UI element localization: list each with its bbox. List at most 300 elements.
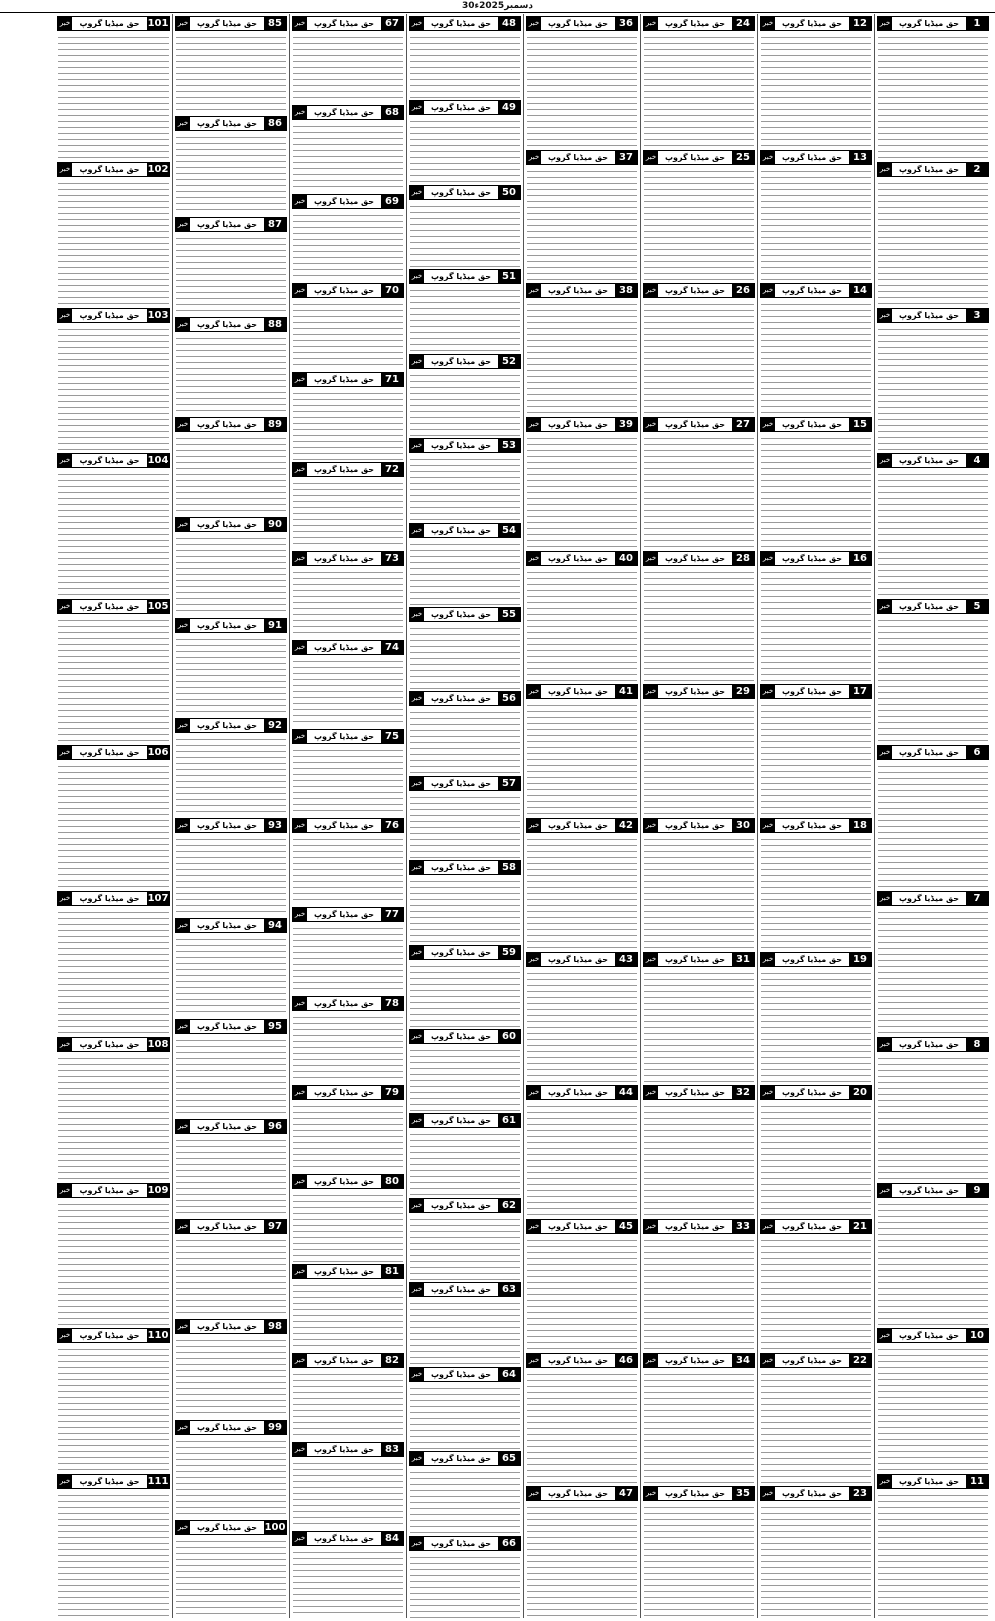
news-item-header [643, 1486, 755, 1501]
news-item-text-block [644, 835, 754, 950]
news-item [760, 549, 872, 683]
news-item-number: 66 [498, 1537, 520, 1550]
news-item-number: 54 [498, 524, 520, 537]
news-item-text-block [761, 1370, 871, 1485]
news-item-number: 22 [849, 1354, 871, 1367]
news-item-tag: خبر [410, 1537, 424, 1550]
news-item [526, 950, 638, 1084]
news-item-text-block [410, 286, 520, 351]
news-item-number: 82 [381, 1354, 403, 1367]
news-item-header [292, 1353, 404, 1368]
news-item-header [57, 453, 170, 468]
news-item-source-label: حق میڈیا گروپ [424, 101, 498, 114]
news-item-header [526, 150, 638, 165]
news-item-text-block [527, 969, 637, 1084]
news-item [760, 148, 872, 282]
news-item-header [57, 1183, 170, 1198]
news-item-number: 83 [381, 1443, 403, 1456]
news-item [175, 1418, 287, 1518]
news-item-source-label: حق میڈیا گروپ [892, 1184, 966, 1197]
news-item-header [57, 599, 170, 614]
news-item-source-label: حق میڈیا گروپ [775, 1220, 849, 1233]
news-item-text-block [293, 1281, 403, 1351]
news-item-tag: خبر [58, 1475, 72, 1488]
news-item-number: 97 [264, 1220, 286, 1233]
news-item-text-block [176, 1537, 286, 1618]
news-item-number: 32 [732, 1086, 754, 1099]
news-item-text-block [878, 1345, 988, 1472]
news-item-tag: خبر [176, 1320, 190, 1333]
news-item-tag: خبر [176, 418, 190, 431]
news-item [643, 415, 755, 549]
news-item-source-label: حق میڈیا گروپ [190, 719, 264, 732]
news-item [409, 1111, 521, 1195]
news-item-text-block [878, 470, 988, 597]
news-item-source-label: حق میڈیا گروپ [775, 953, 849, 966]
news-item-header [175, 116, 287, 131]
news-item [57, 451, 170, 597]
news-item-header [760, 684, 872, 699]
news-item-number: 109 [147, 1184, 169, 1196]
news-item-header [292, 996, 404, 1011]
news-item-number: 14 [849, 284, 871, 297]
news-item [57, 597, 170, 743]
news-item-header [409, 1113, 521, 1128]
news-item-tag: خبر [761, 1086, 775, 1099]
news-item-source-label: حق میڈیا گروپ [424, 17, 498, 30]
news-item-text-block [878, 616, 988, 743]
news-item-number: 38 [615, 284, 637, 297]
news-item-tag: خبر [293, 997, 307, 1010]
news-item [877, 14, 989, 160]
news-item-number: 33 [732, 1220, 754, 1233]
news-item-number: 74 [381, 641, 403, 654]
news-item-text-block [293, 1548, 403, 1618]
news-item [175, 1217, 287, 1317]
news-item-tag: خبر [293, 1443, 307, 1456]
news-item [877, 1326, 989, 1472]
news-item-header [877, 308, 989, 323]
news-item-source-label: حق میڈیا گروپ [892, 1038, 966, 1051]
news-item-text-block [410, 540, 520, 605]
news-item-text-block [176, 735, 286, 816]
news-item [175, 816, 287, 916]
news-item-text-block [878, 908, 988, 1035]
news-item [292, 14, 404, 103]
news-item-source-label: حق میڈیا گروپ [775, 17, 849, 30]
news-item-text-block [761, 835, 871, 950]
news-item-source-label: حق میڈیا گروپ [775, 1354, 849, 1367]
news-item-source-label: حق میڈیا گروپ [307, 1265, 381, 1278]
news-item-source-label: حق میڈیا گروپ [775, 685, 849, 698]
news-item [175, 1017, 287, 1117]
news-item-tag: خبر [644, 552, 658, 565]
news-item-header [292, 1531, 404, 1546]
news-item-tag: خبر [176, 619, 190, 632]
news-item-source-label: حق میڈیا گروپ [307, 908, 381, 921]
news-item [175, 515, 287, 615]
news-item-header [292, 818, 404, 833]
news-item-number: 9 [966, 1184, 988, 1197]
news-item-source-label: حق میڈیا گروپ [892, 309, 966, 322]
news-item-header [643, 551, 755, 566]
news-item-tag: خبر [644, 685, 658, 698]
news-item-tag: خبر [527, 284, 541, 297]
news-item [526, 549, 638, 683]
news-item-text-block [293, 657, 403, 727]
news-column [523, 14, 640, 1618]
news-item [175, 315, 287, 415]
news-item-text-block [761, 300, 871, 415]
news-item-header [526, 952, 638, 967]
news-item-header [760, 1219, 872, 1234]
news-columns [4, 14, 991, 1618]
news-item-source-label: حق میڈیا گروپ [307, 552, 381, 565]
news-item-source-label: حق میڈیا گروپ [72, 17, 147, 30]
news-item-text-block [644, 1236, 754, 1351]
news-item-source-label: حق میڈیا گروپ [424, 608, 498, 621]
news-item-text-block [410, 202, 520, 267]
news-item [175, 1317, 287, 1417]
news-item-number: 94 [264, 919, 286, 932]
news-item-number: 44 [615, 1086, 637, 1099]
date-header: 30دسمبر2025ء [0, 0, 995, 13]
news-item-text-block [176, 133, 286, 214]
news-item-tag: خبر [176, 117, 190, 130]
news-item-text-block [644, 1503, 754, 1618]
news-item-source-label: حق میڈیا گروپ [190, 919, 264, 932]
news-item-header [175, 618, 287, 633]
news-item [57, 889, 170, 1035]
news-column [406, 14, 523, 1618]
news-item [292, 281, 404, 370]
news-item-source-label: حق میڈیا گروپ [307, 373, 381, 386]
news-item-header [760, 150, 872, 165]
news-item-source-label: حق میڈیا گروپ [658, 1487, 732, 1500]
news-item-source-label: حق میڈیا گروپ [424, 1452, 498, 1465]
news-item-tag: خبر [293, 463, 307, 476]
news-column [172, 14, 289, 1618]
news-item-header [409, 100, 521, 115]
news-item-source-label: حق میڈیا گروپ [541, 1220, 615, 1233]
news-item-number: 4 [966, 454, 988, 467]
news-item-text-block [176, 1336, 286, 1417]
news-item-source-label: حق میڈیا گروپ [424, 439, 498, 452]
news-item-number: 48 [498, 17, 520, 30]
news-item-number: 29 [732, 685, 754, 698]
news-item-number: 70 [381, 284, 403, 297]
news-item-text-block [410, 1553, 520, 1618]
news-item-tag: خبر [644, 284, 658, 297]
news-item-number: 34 [732, 1354, 754, 1367]
news-item [526, 14, 638, 148]
news-item-number: 28 [732, 552, 754, 565]
news-item-tag: خبر [761, 284, 775, 297]
news-item-text-block [58, 325, 169, 452]
news-item-text-block [878, 1491, 988, 1618]
news-item-tag: خبر [176, 1220, 190, 1233]
news-item-header [643, 1353, 755, 1368]
news-item-tag: خبر [58, 746, 72, 759]
news-item-tag: خبر [410, 861, 424, 874]
news-item-number: 17 [849, 685, 871, 698]
news-item-tag: خبر [761, 17, 775, 30]
news-item-tag: خبر [58, 1184, 72, 1197]
news-item-number: 16 [849, 552, 871, 565]
news-item [877, 1181, 989, 1327]
news-item-number: 99 [264, 1421, 286, 1434]
news-item-tag: خبر [58, 454, 72, 467]
news-item-text-block [176, 935, 286, 1016]
news-item-header [760, 1085, 872, 1100]
news-item-header [877, 453, 989, 468]
news-item-source-label: حق میڈیا گروپ [307, 106, 381, 119]
news-item-tag: خبر [410, 524, 424, 537]
news-item [409, 1280, 521, 1364]
news-item-header [409, 354, 521, 369]
news-item [526, 281, 638, 415]
news-item-tag: خبر [293, 552, 307, 565]
news-item [877, 889, 989, 1035]
news-item-tag: خبر [410, 1368, 424, 1381]
news-item-text-block [644, 1102, 754, 1217]
news-item-header [409, 1451, 521, 1466]
news-item-header [409, 945, 521, 960]
news-item [643, 148, 755, 282]
news-item [643, 1351, 755, 1485]
news-item-number: 27 [732, 418, 754, 431]
news-item [409, 774, 521, 858]
news-item-number: 36 [615, 17, 637, 30]
news-item-source-label: حق میڈیا گروپ [190, 318, 264, 331]
news-item-tag: خبر [293, 730, 307, 743]
news-item-text-block [410, 371, 520, 436]
news-item-source-label: حق میڈیا گروپ [190, 1521, 264, 1534]
news-item-text-block [410, 117, 520, 182]
news-item-text-block [176, 33, 286, 114]
news-item-tag: خبر [527, 1220, 541, 1233]
news-item-source-label: حق میڈیا گروپ [72, 892, 147, 905]
news-item [760, 1351, 872, 1485]
news-item-number: 37 [615, 151, 637, 164]
news-item-text-block [293, 835, 403, 905]
news-item-source-label: حق میڈیا گروپ [658, 1086, 732, 1099]
news-item-source-label: حق میڈیا گروپ [424, 1199, 498, 1212]
news-item-text-block [293, 1370, 403, 1440]
news-item-tag: خبر [410, 608, 424, 621]
news-item [760, 1484, 872, 1618]
news-item-number: 53 [498, 439, 520, 452]
news-item-header [643, 16, 755, 31]
news-item-source-label: حق میڈیا گروپ [424, 1283, 498, 1296]
news-item-tag: خبر [527, 953, 541, 966]
news-item-text-block [176, 534, 286, 615]
news-item-number: 77 [381, 908, 403, 921]
news-item-tag: خبر [410, 186, 424, 199]
news-item-text-block [410, 1215, 520, 1280]
news-item-number: 56 [498, 692, 520, 705]
news-item-source-label: حق میڈیا گروپ [892, 1329, 966, 1342]
news-item-text-block [293, 33, 403, 103]
news-item-number: 76 [381, 819, 403, 832]
news-item-tag: خبر [644, 819, 658, 832]
news-item-tag: خبر [58, 1329, 72, 1342]
news-item-number: 5 [966, 600, 988, 613]
news-item [643, 1484, 755, 1618]
news-item-number: 12 [849, 17, 871, 30]
news-item [526, 1083, 638, 1217]
news-item-text-block [878, 1200, 988, 1327]
news-item [175, 215, 287, 315]
news-item-tag: خبر [410, 439, 424, 452]
news-item-header [292, 1085, 404, 1100]
news-item-source-label: حق میڈیا گروپ [541, 552, 615, 565]
news-item-number: 7 [966, 892, 988, 905]
news-item-tag: خبر [410, 1030, 424, 1043]
news-item-tag: خبر [410, 946, 424, 959]
news-item-text-block [293, 1459, 403, 1529]
news-item-tag: خبر [644, 1086, 658, 1099]
news-item-text-block [176, 334, 286, 415]
news-item-header [643, 1085, 755, 1100]
news-item-number: 111 [147, 1476, 169, 1488]
news-item-tag: خبر [58, 1038, 72, 1051]
news-item-tag: خبر [761, 418, 775, 431]
news-item-header [292, 551, 404, 566]
news-item-header [643, 150, 755, 165]
news-item-tag: خبر [410, 1199, 424, 1212]
news-item-header [526, 417, 638, 432]
news-item-source-label: حق میڈیا گروپ [190, 1120, 264, 1133]
news-item-header [57, 1037, 170, 1052]
news-item-tag: خبر [176, 17, 190, 30]
news-item-number: 84 [381, 1532, 403, 1545]
news-item [57, 1326, 170, 1472]
news-item-text-block [644, 434, 754, 549]
news-item-tag: خبر [410, 101, 424, 114]
news-item-source-label: حق میڈیا گروپ [892, 454, 966, 467]
news-item-source-label: حق میڈیا گروپ [658, 1354, 732, 1367]
news-item [57, 14, 170, 160]
news-item [760, 1217, 872, 1351]
news-item [292, 1172, 404, 1261]
news-item-tag: خبر [293, 1532, 307, 1545]
news-item-header [526, 1085, 638, 1100]
news-item [292, 370, 404, 459]
news-item-tag: خبر [176, 919, 190, 932]
news-item-number: 8 [966, 1038, 988, 1051]
news-item-header [57, 1328, 170, 1343]
news-item-source-label: حق میڈیا گروپ [307, 195, 381, 208]
news-item [526, 816, 638, 950]
news-item-number: 39 [615, 418, 637, 431]
news-item-text-block [527, 1370, 637, 1485]
news-item-number: 89 [264, 418, 286, 431]
news-item-tag: خبر [58, 892, 72, 905]
news-item-header [526, 551, 638, 566]
news-item [760, 415, 872, 549]
news-item-source-label: حق میڈیا گروپ [775, 284, 849, 297]
news-item-number: 71 [381, 373, 403, 386]
news-item-header [57, 308, 170, 323]
news-item-source-label: حق میڈیا گروپ [424, 946, 498, 959]
news-item-header [877, 1474, 989, 1489]
news-item [877, 743, 989, 889]
news-item-header [292, 729, 404, 744]
news-item-header [57, 745, 170, 760]
news-item-tag: خبر [527, 1354, 541, 1367]
news-item-source-label: حق میڈیا گروپ [658, 953, 732, 966]
news-item-text-block [176, 1437, 286, 1518]
news-item [877, 160, 989, 306]
news-item [292, 103, 404, 192]
news-item-header [760, 1353, 872, 1368]
news-item-source-label: حق میڈیا گروپ [307, 17, 381, 30]
news-item-header [877, 1328, 989, 1343]
news-item-text-block [176, 434, 286, 515]
news-item-text-block [293, 1102, 403, 1172]
news-item-header [57, 1474, 170, 1489]
news-item-text-block [293, 568, 403, 638]
news-item-text-block [644, 1370, 754, 1485]
news-item-header [292, 194, 404, 209]
news-item-text-block [58, 33, 169, 160]
news-item-tag: خبر [176, 1120, 190, 1133]
news-item-source-label: حق میڈیا گروپ [541, 685, 615, 698]
news-item-header [175, 1219, 287, 1234]
news-item-tag: خبر [878, 600, 892, 613]
news-item-tag: خبر [527, 552, 541, 565]
news-item-header [175, 16, 287, 31]
news-item-text-block [293, 479, 403, 549]
news-item-number: 103 [147, 309, 169, 321]
news-item-header [175, 1019, 287, 1034]
news-item-source-label: حق میڈیا گروپ [190, 218, 264, 231]
news-item-header [175, 1119, 287, 1134]
news-item [760, 950, 872, 1084]
news-item-text-block [410, 962, 520, 1027]
news-item-number: 106 [147, 747, 169, 759]
news-item-source-label: حق میڈیا گروپ [72, 454, 147, 467]
news-item-source-label: حق میڈیا گروپ [307, 1086, 381, 1099]
news-item-source-label: حق میڈیا گروپ [424, 692, 498, 705]
news-item-header [292, 640, 404, 655]
news-item-text-block [527, 434, 637, 549]
news-item-number: 78 [381, 997, 403, 1010]
news-item-text-block [293, 924, 403, 994]
news-item-number: 63 [498, 1283, 520, 1296]
news-item-text-block [410, 1046, 520, 1111]
news-item [526, 682, 638, 816]
news-item-tag: خبر [644, 151, 658, 164]
news-item-text-block [410, 1299, 520, 1364]
news-item-source-label: حق میڈیا گروپ [541, 1354, 615, 1367]
news-item-header [760, 551, 872, 566]
news-item-number: 81 [381, 1265, 403, 1278]
news-item-text-block [878, 1054, 988, 1181]
news-item-number: 20 [849, 1086, 871, 1099]
news-item-number: 108 [147, 1038, 169, 1050]
news-item-header [57, 891, 170, 906]
news-item-source-label: حق میڈیا گروپ [892, 163, 966, 176]
news-item-header [643, 818, 755, 833]
news-item-header [57, 162, 170, 177]
news-item [175, 415, 287, 515]
news-item-number: 90 [264, 518, 286, 531]
news-item-source-label: حق میڈیا گروپ [190, 1320, 264, 1333]
news-item-number: 57 [498, 777, 520, 790]
news-item-number: 86 [264, 117, 286, 130]
